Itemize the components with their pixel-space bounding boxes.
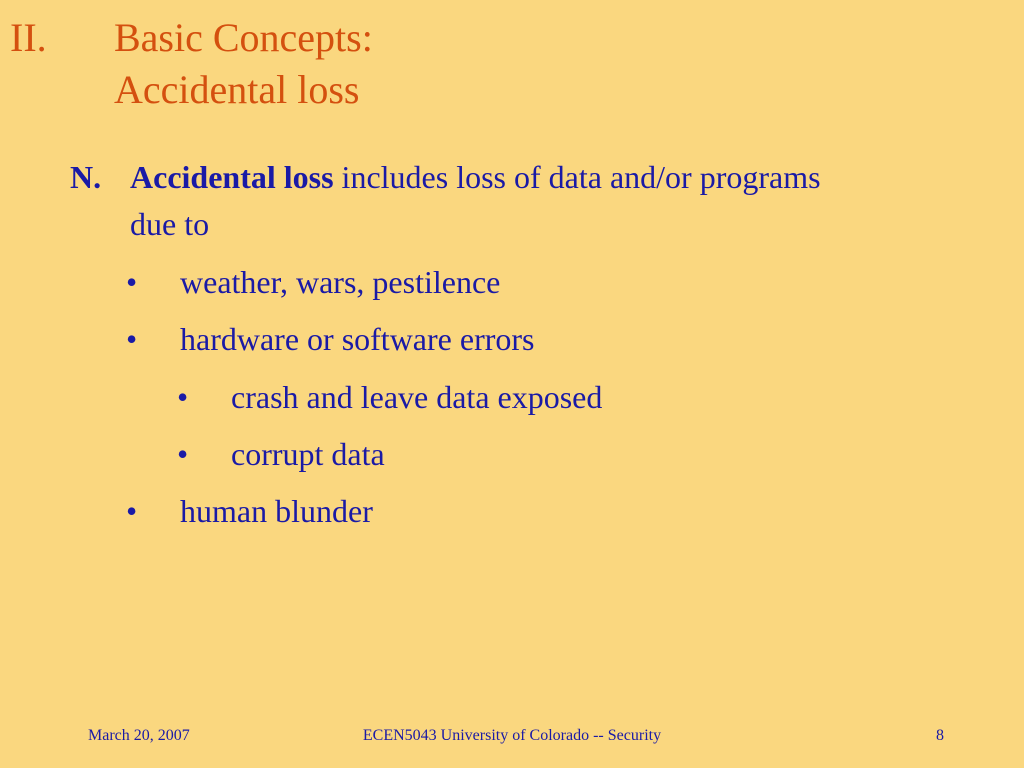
bullet-icon: • bbox=[126, 321, 138, 357]
point-text: includes loss of data and/or programs due to bbox=[130, 159, 821, 242]
bullet-icon: • bbox=[126, 264, 138, 300]
bullet-text: corrupt data bbox=[231, 436, 385, 472]
point-content bbox=[130, 154, 870, 248]
bullet-icon: • bbox=[177, 379, 189, 415]
title-text bbox=[114, 12, 714, 116]
bullet-icon: • bbox=[177, 436, 189, 472]
title-line-2: Accidental loss bbox=[114, 67, 360, 112]
point-letter: N. bbox=[70, 159, 102, 195]
point-term: Accidental loss bbox=[130, 159, 334, 195]
footer-date: March 20, 2007 bbox=[88, 727, 190, 744]
bullet-text: weather, wars, pestilence bbox=[180, 264, 501, 300]
footer-page-number: 8 bbox=[936, 727, 944, 744]
title-section-number: II. bbox=[10, 15, 47, 60]
footer-course-title: ECEN5043 University of Colorado -- Security bbox=[362, 727, 662, 744]
bullet-text: hardware or software errors bbox=[180, 321, 535, 357]
title-line-1: Basic Concepts: bbox=[114, 15, 373, 60]
bullet-text: human blunder bbox=[180, 493, 373, 529]
bullet-icon: • bbox=[126, 493, 138, 529]
bullet-text: crash and leave data exposed bbox=[231, 379, 603, 415]
